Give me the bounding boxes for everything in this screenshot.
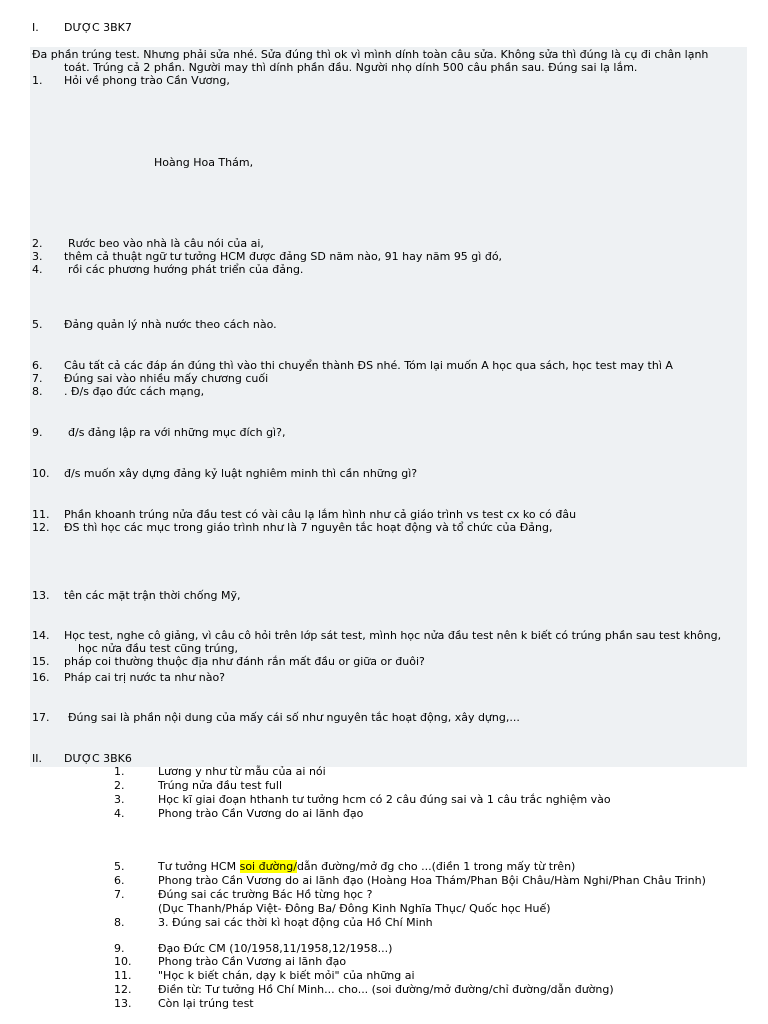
- list-item: đ/s đảng lập ra với những mục đích gì?,: [68, 426, 286, 439]
- item-number: 13.: [32, 589, 50, 602]
- list-item: học nửa đầu test cũng trúng,: [78, 642, 238, 655]
- list-item: Học kĩ giai đoạn hthanh tư tưởng hcm có 2 câu đúng sai và 1 câu trắc nghiệm vào: [158, 793, 611, 806]
- section1-number: I.: [32, 21, 39, 34]
- highlighted-text: soi đường/: [239, 860, 297, 873]
- list-item: Đúng sai các trường Bác Hồ từng học ?: [158, 888, 373, 901]
- list-item: Phong trào Cần Vương ai lãnh đạo: [158, 955, 347, 968]
- item-number: 1.: [32, 74, 43, 87]
- section2-number: II.: [32, 752, 42, 765]
- list-item: Điền từ: Tư tưởng Hồ Chí Minh... cho... (soi đường/mở đường/chỉ đường/dẫn đường): [158, 983, 614, 996]
- list-item: "Học k biết chán, dạy k biết mỏi" của những ai: [158, 969, 415, 982]
- list-item: thêm cả thuật ngữ tư tưởng HCM được đảng SD năm nào, 91 hay năm 95 gì đó,: [64, 250, 503, 263]
- list-item: Trúng nửa đầu test full: [158, 779, 282, 792]
- item-number: 9.: [114, 942, 125, 955]
- item-number: 8.: [32, 385, 43, 398]
- item-number: 11.: [114, 969, 132, 982]
- list-item: Câu tất cả các đáp án đúng thì vào thi chuyển thành ĐS nhé. Tóm lại muốn A học qua sách, học test may thì A: [64, 359, 673, 372]
- list-item: Học test, nghe cô giảng, vì câu cô hỏi trên lớp sát test, mình học nửa đầu test nên k biết có trúng phần sau test không,: [64, 629, 722, 642]
- item-number: 17.: [32, 711, 50, 724]
- intro-line-2: toát. Trúng cả 2 phần. Người may thì dính phần đầu. Người nhọ dính 500 câu phần sau. Đúng sai lạ lắm.: [64, 61, 638, 74]
- list-item: [158, 861, 575, 873]
- list-item: Phần khoanh trúng nửa đầu test có vài câu lạ lắm hình như cả giáo trình vs test cx ko có đâu: [64, 508, 577, 521]
- list-item: Lương y như từ mẫu của ai nói: [158, 765, 326, 778]
- list-item: đ/s muốn xây dựng đảng kỷ luật nghiêm minh thì cần những gì?: [64, 467, 418, 480]
- item-text-pre: Tư tưởng HCM: [158, 860, 240, 873]
- list-item: ĐS thì học các mục trong giáo trình như là 7 nguyên tắc hoạt động và tổ chức của Đảng,: [64, 521, 553, 534]
- item-number: 13.: [114, 997, 132, 1010]
- item-number: 2.: [114, 779, 125, 792]
- list-item: Đúng sai vào nhiều mấy chương cuối: [64, 372, 269, 385]
- list-item: (Dục Thanh/Pháp Việt- Đông Ba/ Đông Kinh Nghĩa Thục/ Quốc học Huế): [158, 902, 551, 915]
- item-number: 8.: [114, 916, 125, 929]
- section1-title: DƯỢC 3BK7: [64, 21, 132, 34]
- item-number: 7.: [114, 888, 125, 901]
- item-number: 9.: [32, 426, 43, 439]
- list-item: Pháp cai trị nước ta như nào?: [64, 671, 226, 684]
- list-item: 3. Đúng sai các thời kì hoạt động của Hồ Chí Minh: [158, 916, 433, 929]
- item-number: 15.: [32, 655, 50, 668]
- item-number: 12.: [114, 983, 132, 996]
- list-item: Hỏi về phong trào Cần Vương,: [64, 74, 230, 87]
- item-number: 11.: [32, 508, 50, 521]
- list-item: tên các mặt trận thời chống Mỹ,: [64, 589, 241, 602]
- list-item: Hoàng Hoa Thám,: [154, 156, 254, 169]
- list-item: Phong trào Cần Vương do ai lãnh đạo (Hoàng Hoa Thám/Phan Bội Châu/Hàm Nghi/Phan Châu Trinh): [158, 874, 706, 887]
- item-number: 3.: [32, 250, 43, 263]
- list-item: Đảng quản lý nhà nước theo cách nào.: [64, 318, 277, 331]
- item-number: 4.: [32, 263, 43, 276]
- item-number: 6.: [114, 874, 125, 887]
- section2-title: DƯỢC 3BK6: [64, 752, 132, 765]
- list-item: Rước beo vào nhà là câu nói của ai,: [68, 237, 264, 250]
- item-number: 5.: [32, 318, 43, 331]
- item-number: 12.: [32, 521, 50, 534]
- item-number: 14.: [32, 629, 50, 642]
- item-number: 4.: [114, 807, 125, 820]
- list-item: Phong trào Cần Vương do ai lãnh đạo: [158, 807, 364, 820]
- item-number: 10.: [114, 955, 132, 968]
- item-number: 16.: [32, 671, 50, 684]
- item-number: 1.: [114, 765, 125, 778]
- intro-line-1: Đa phần trúng test. Nhưng phải sửa nhé. Sửa đúng thì ok vì mình dính toàn câu sửa. Không sửa thì đúng là cụ đi chân lạnh: [32, 48, 709, 61]
- list-item: Còn lại trúng test: [158, 997, 254, 1010]
- item-text-post: dẫn đường/mở đg cho ...(điền 1 trong mấy từ trên): [296, 860, 576, 873]
- list-item: Đạo Đức CM (10/1958,11/1958,12/1958...): [158, 942, 393, 955]
- list-item: Đúng sai là phần nội dung của mấy cái số như nguyên tắc hoạt động, xây dựng,...: [68, 711, 520, 724]
- item-number: 3.: [114, 793, 125, 806]
- item-number: 6.: [32, 359, 43, 372]
- item-number: 2.: [32, 237, 43, 250]
- list-item: pháp coi thường thuộc địa như đánh rắn mất đầu or giữa or đuôi?: [64, 655, 425, 668]
- list-item: rồi các phương hướng phát triển của đảng.: [68, 263, 304, 276]
- item-number: 7.: [32, 372, 43, 385]
- item-number: 5.: [114, 860, 125, 873]
- item-number: 10.: [32, 467, 50, 480]
- list-item: . Đ/s đạo đức cách mạng,: [64, 385, 205, 398]
